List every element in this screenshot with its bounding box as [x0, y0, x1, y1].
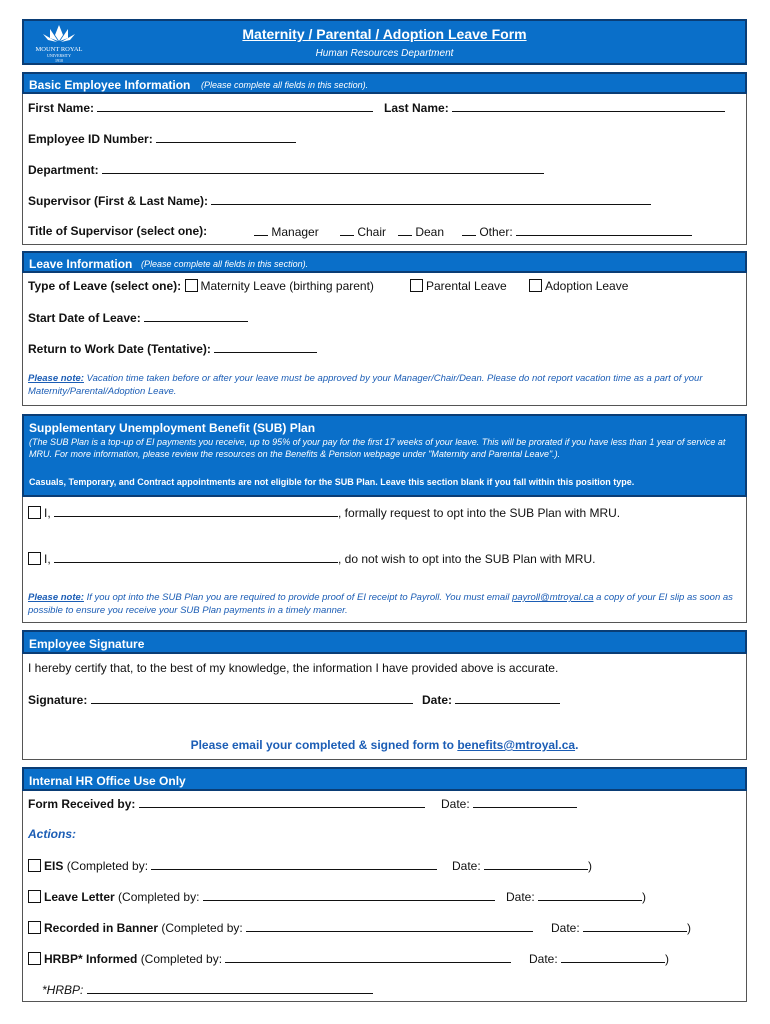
form-header: [22, 19, 747, 65]
basic-heading-note: (Please complete all fields in this section).: [201, 80, 369, 90]
department-field[interactable]: [102, 162, 544, 174]
return-date-label: Return to Work Date (Tentative):: [28, 342, 211, 356]
signature-field[interactable]: [91, 692, 413, 704]
opt-in-text: , formally request to opt into the SUB Plan with MRU.: [338, 506, 621, 520]
logo-year: 1910: [55, 58, 63, 63]
adoption-checkbox[interactable]: [529, 279, 542, 292]
received-label: Form Received by:: [28, 797, 136, 811]
signature-date-field[interactable]: [455, 692, 560, 704]
parental-option: Parental Leave: [426, 279, 507, 293]
sub-casual-note: Casuals, Temporary, and Contract appointments are not eligible for the SUB Plan. Leave this section blank if you fall within this position type.: [29, 477, 635, 487]
dean-select[interactable]: [398, 224, 412, 236]
parental-checkbox[interactable]: [410, 279, 423, 292]
dean-option: Dean: [415, 225, 445, 239]
hrbp-name-field[interactable]: [87, 982, 373, 994]
hrbp-completed-by: (Completed by:: [140, 952, 223, 966]
opt-in-name-field[interactable]: [54, 505, 338, 517]
sub-description: (The SUB Plan is a top-up of EI payments you receive, up to 95% of your pay for the first 17 weeks of your leave. This will be prorated if you have less than 1 year of service at MRU. For more information, please review the resources on the Benefits & Pension webpage under "Maternity and Parental Leave".).: [29, 437, 726, 459]
leave-type-label: Type of Leave (select one):: [28, 279, 182, 293]
leave-note: [28, 372, 740, 398]
leave-note-text: Vacation time taken before or after your leave must be approved by your Manager/Chair/Dean. Please do not report vacation time as a part of your Maternity/Parental/Adoption Leave.: [28, 373, 703, 397]
opt-in-prefix: I,: [44, 506, 51, 520]
opt-out-checkbox[interactable]: [28, 552, 41, 565]
adoption-option: Adoption Leave: [545, 279, 629, 293]
supervisor-field[interactable]: [211, 193, 651, 205]
signature-heading: Employee Signature: [29, 637, 145, 651]
banner-date-field[interactable]: [583, 920, 687, 932]
chair-option: Chair: [357, 225, 387, 239]
banner-date-label: Date:: [551, 921, 580, 935]
signature-section-heading: [22, 630, 747, 654]
start-date-label: Start Date of Leave:: [28, 311, 141, 325]
received-date-field[interactable]: [473, 796, 577, 808]
sub-note-label: Please note:: [28, 592, 84, 603]
banner-close: ): [687, 921, 692, 935]
eis-close: ): [588, 859, 593, 873]
leave-letter-date-label: Date:: [506, 890, 535, 904]
eis-checkbox[interactable]: [28, 859, 41, 872]
form-subtitle: Human Resources Department: [315, 48, 454, 59]
leave-letter-completed-field[interactable]: [203, 889, 495, 901]
banner-completed-by: (Completed by:: [161, 921, 243, 935]
maternity-option: Maternity Leave (birthing parent): [200, 279, 374, 293]
form-title: Maternity / Parental / Adoption Leave Form: [242, 26, 527, 42]
eis-label: EIS: [44, 859, 64, 873]
benefits-email-link[interactable]: benefits@mtroyal.ca: [457, 738, 576, 752]
other-select[interactable]: [462, 224, 476, 236]
leave-heading-note: (Please complete all fields in this section).: [141, 259, 309, 269]
chair-select[interactable]: [340, 224, 354, 236]
email-instruction: [22, 738, 747, 752]
hrbp-date-field[interactable]: [561, 951, 665, 963]
opt-in-checkbox[interactable]: [28, 506, 41, 519]
received-field[interactable]: [139, 796, 425, 808]
signature-date-label: Date:: [422, 693, 453, 707]
start-date-field[interactable]: [144, 310, 248, 322]
logo-sub: UNIVERSITY: [47, 53, 71, 58]
leave-letter-close: ): [642, 890, 647, 904]
hr-heading: Internal HR Office Use Only: [29, 774, 186, 788]
department-label: Department:: [28, 163, 99, 177]
eis-completed-by: (Completed by:: [66, 859, 149, 873]
banner-checkbox[interactable]: [28, 921, 41, 934]
payroll-email-link[interactable]: payroll@mtroyal.ca: [512, 592, 594, 603]
manager-select[interactable]: [254, 224, 268, 236]
hrbp-checkbox[interactable]: [28, 952, 41, 965]
hrbp-date-label: Date:: [529, 952, 558, 966]
other-field[interactable]: [516, 224, 692, 236]
employee-id-label: Employee ID Number:: [28, 132, 153, 146]
opt-out-text: , do not wish to opt into the SUB Plan with MRU.: [338, 552, 596, 566]
sub-note-text-1: If you opt into the SUB Plan you are required to provide proof of EI receipt to Payroll. You must email: [83, 592, 513, 603]
basic-heading: Basic Employee Information: [29, 78, 191, 92]
hrbp-note-label: *HRBP:: [42, 983, 84, 997]
banner-label: Recorded in Banner: [44, 921, 159, 935]
other-option: Other:: [479, 225, 513, 239]
eis-completed-field[interactable]: [151, 858, 437, 870]
opt-out-name-field[interactable]: [54, 551, 338, 563]
basic-section-heading: [22, 72, 747, 94]
leave-letter-label: Leave Letter: [44, 890, 115, 904]
return-date-field[interactable]: [214, 341, 317, 353]
signature-label: Signature:: [28, 693, 88, 707]
email-instruction-suffix: .: [575, 738, 579, 752]
opt-out-prefix: I,: [44, 552, 51, 566]
banner-completed-field[interactable]: [246, 920, 533, 932]
supervisor-title-label: Title of Supervisor (select one):: [28, 224, 208, 238]
sub-section-heading: [22, 414, 747, 497]
hr-section-heading: [22, 767, 747, 791]
eis-date-label: Date:: [452, 859, 481, 873]
hrbp-close: ): [665, 952, 670, 966]
email-instruction-text: Please email your completed & signed form to: [190, 738, 458, 752]
hrbp-label: HRBP* Informed: [44, 952, 138, 966]
last-name-field[interactable]: [452, 100, 725, 112]
leave-note-label: Please note:: [28, 373, 84, 384]
logo-text: MOUNT ROYAL: [35, 46, 83, 53]
received-date-label: Date:: [441, 797, 470, 811]
sub-note-text-2: a copy of your EI slip as soon as possible to ensure you receive your SUB Plan payments in a timely manner.: [28, 592, 733, 616]
manager-option: Manager: [271, 225, 319, 239]
last-name-label: Last Name:: [384, 101, 449, 115]
certify-text: I hereby certify that, to the best of my knowledge, the information I have provided above is accurate.: [28, 661, 559, 675]
sub-heading: Supplementary Unemployment Benefit (SUB) Plan: [29, 421, 316, 435]
leave-letter-date-field[interactable]: [538, 889, 642, 901]
leave-section-heading: [22, 251, 747, 273]
actions-label: Actions:: [28, 827, 76, 841]
leave-heading: Leave Information: [29, 257, 133, 271]
first-name-label: First Name:: [28, 101, 95, 115]
leave-letter-checkbox[interactable]: [28, 890, 41, 903]
leave-letter-completed-by: (Completed by:: [118, 890, 200, 904]
hrbp-completed-field[interactable]: [225, 951, 511, 963]
supervisor-label: Supervisor (First & Last Name):: [28, 194, 209, 208]
sub-note: [28, 591, 742, 617]
eis-date-field[interactable]: [484, 858, 588, 870]
employee-id-field[interactable]: [156, 131, 296, 143]
first-name-field[interactable]: [97, 100, 373, 112]
maternity-checkbox[interactable]: [185, 279, 198, 292]
